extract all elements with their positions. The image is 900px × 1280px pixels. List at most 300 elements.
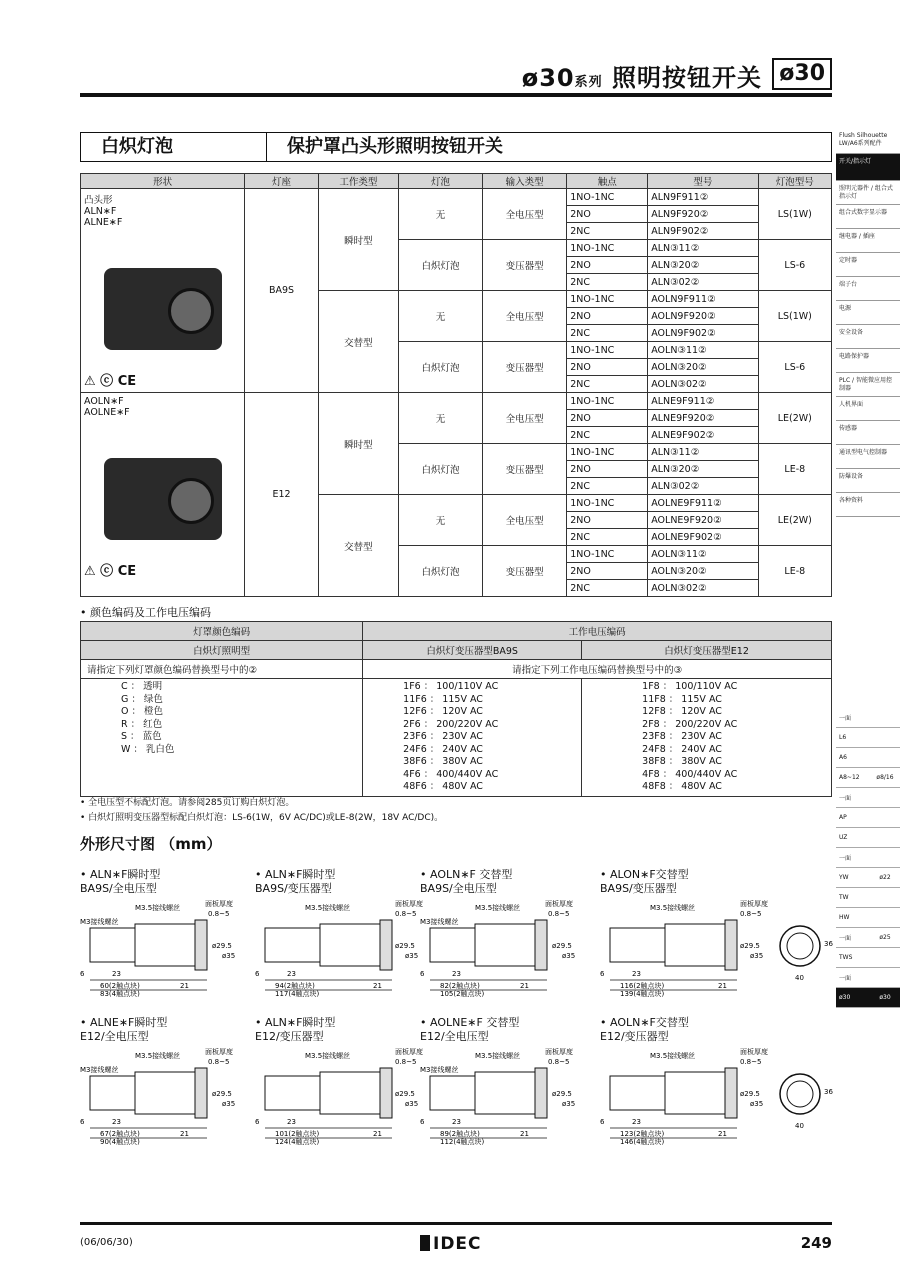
housing <box>475 924 535 966</box>
series-nav-item[interactable] <box>836 908 900 928</box>
subheader-color: 白炽灯照明型 <box>81 641 363 660</box>
nav-item[interactable]: PLC / 智能微应用控制器 <box>836 373 900 397</box>
nav-item[interactable]: 人机界面 <box>836 397 900 421</box>
dim-label: 面板厚度 <box>740 900 768 908</box>
contact-block <box>90 1076 135 1110</box>
dim-label: 21 <box>520 982 529 990</box>
dim-label: 0.8~5 <box>208 910 230 918</box>
series-nav-size: ø25 <box>879 934 891 941</box>
series-nav-item[interactable] <box>836 708 900 728</box>
bulb-type: 无 <box>398 189 482 240</box>
dimension-svg <box>420 896 595 996</box>
dimension-drawing <box>420 868 600 998</box>
code-item: 24F6 ： 240V AC <box>403 743 483 755</box>
bezel <box>195 920 207 970</box>
model-number: ALNE9F902② <box>648 427 758 444</box>
housing <box>320 924 380 966</box>
dim-label: 面板厚度 <box>545 1048 573 1056</box>
series-nav-label: 一面 <box>839 975 852 982</box>
drawing-subtitle: E12/变压器型 <box>255 1030 324 1043</box>
drawing-title: • ALON∗F交替型 <box>600 868 689 881</box>
nav-item[interactable]: 组合式数字显示器 <box>836 205 900 229</box>
lamp-model: LS-6 <box>758 342 831 393</box>
series-nav-item[interactable] <box>836 808 900 828</box>
dim-label: ø35 <box>562 1100 576 1108</box>
column-header: 触点 <box>567 174 648 189</box>
dim-label: 139(4触点块) <box>620 990 665 998</box>
code-item: 11F8 ： 115V AC <box>642 693 722 705</box>
table-row <box>81 393 832 410</box>
lamp-model: LE(2W) <box>758 495 831 546</box>
series-nav-label: HW <box>839 914 850 921</box>
shape-cell <box>81 189 245 393</box>
dim-label: ø29.5 <box>740 1090 760 1098</box>
nav-item[interactable]: 电路保护器 <box>836 349 900 373</box>
nav-item[interactable]: 电源 <box>836 301 900 325</box>
code-item: 2F8 ： 200/220V AC <box>642 718 738 730</box>
bezel <box>380 920 392 970</box>
dim-label: ø35 <box>562 952 576 960</box>
header-voltage-code: 工作电压编码 <box>363 622 832 641</box>
dimension-svg <box>600 896 832 996</box>
column-header: 形状 <box>81 174 245 189</box>
front-view <box>780 926 820 966</box>
series-nav-label: AP <box>839 814 847 821</box>
dim-label: ø29.5 <box>395 1090 415 1098</box>
input-type: 变压器型 <box>483 240 567 291</box>
column-header: 灯座 <box>245 174 319 189</box>
dim-label: ø35 <box>222 1100 236 1108</box>
contact-block <box>265 1076 320 1110</box>
column-header: 型号 <box>648 174 758 189</box>
nav-item[interactable]: Flush Silhouette LW/A6系列配件 <box>836 128 900 154</box>
bulb-type: 无 <box>398 495 482 546</box>
code-item: 23F8 ： 230V AC <box>642 731 722 742</box>
dim-label: M3.5接线螺丝 <box>475 1052 521 1060</box>
contact-block <box>610 1076 665 1110</box>
model-number: AOLN9F920② <box>648 308 758 325</box>
input-type: 变压器型 <box>483 342 567 393</box>
dim-label: 21 <box>373 982 382 990</box>
code-item: 1F8 ： 100/110V AC <box>642 681 738 692</box>
dim-label: ø29.5 <box>552 942 572 950</box>
operation-type: 瞬时型 <box>318 189 398 291</box>
dimension-svg <box>80 1044 255 1144</box>
contact-block <box>265 928 320 962</box>
category-nav <box>836 128 900 517</box>
dim-label: 面板厚度 <box>205 900 233 908</box>
contact-cell: 2NC <box>567 427 648 444</box>
dim-label: 67(2触点块) <box>100 1130 140 1138</box>
series-nav-item[interactable] <box>836 868 900 888</box>
coding-title: • 颜色编码及工作电压编码 <box>80 606 211 619</box>
model-number: ALN③02② <box>648 478 758 495</box>
dimension-drawing <box>80 1016 260 1146</box>
drawing-subtitle: BA9S/变压器型 <box>600 882 677 895</box>
dim-label: M3接线螺丝 <box>80 918 119 926</box>
series-nav-item[interactable] <box>836 968 900 988</box>
contact-cell: 2NO <box>567 206 648 223</box>
contact-cell: 2NC <box>567 223 648 240</box>
contact-cell: 1NO-1NC <box>567 189 648 206</box>
dim-label: 面板厚度 <box>395 900 423 908</box>
operation-type: 交替型 <box>318 291 398 393</box>
notes <box>80 796 443 826</box>
code-item: 38F6 ： 380V AC <box>403 756 483 767</box>
housing <box>475 1072 535 1114</box>
dim-label: 0.8~5 <box>548 910 570 918</box>
lamp-model: LE-8 <box>758 546 831 597</box>
model-number: ALN9F911② <box>648 189 758 206</box>
dim-label: 117(4触点块) <box>275 990 320 998</box>
dim-label: 6 <box>255 1118 260 1126</box>
contact-cell: 1NO-1NC <box>567 495 648 512</box>
input-type: 全电压型 <box>483 189 567 240</box>
contact-cell: 2NC <box>567 274 648 291</box>
dimension-drawing <box>80 868 260 998</box>
drawing-subtitle: BA9S/全电压型 <box>80 882 157 895</box>
code-item: 23F6 ： 230V AC <box>403 731 483 742</box>
bezel <box>195 1068 207 1118</box>
dim-label: 90(4触点块) <box>100 1138 140 1146</box>
bezel <box>725 1068 737 1118</box>
dim-label: 23 <box>452 970 461 978</box>
series-nav-item[interactable] <box>836 828 900 848</box>
dim-label: 124(4触点块) <box>275 1138 320 1146</box>
contact-cell: 2NC <box>567 580 648 597</box>
series-nav-item[interactable] <box>836 728 900 748</box>
series-nav-label: A6 <box>839 754 847 761</box>
model-number: AOLNE9F902② <box>648 529 758 546</box>
nav-item[interactable]: 防爆设备 <box>836 469 900 493</box>
dim-label: ø35 <box>405 1100 419 1108</box>
operation-type: 交替型 <box>318 495 398 597</box>
code-item: 48F6 ： 480V AC <box>403 781 483 792</box>
series-nav-item[interactable] <box>836 888 900 908</box>
model-number: AOLN③02② <box>648 376 758 393</box>
dim-label: 23 <box>112 970 121 978</box>
input-type: 全电压型 <box>483 291 567 342</box>
table-row <box>81 189 832 206</box>
dim-label: 116(2触点块) <box>620 982 665 990</box>
lamp-model: LE-8 <box>758 444 831 495</box>
brand-logo: IDEC <box>420 1234 482 1254</box>
series-nav-label: 一面 <box>839 715 852 722</box>
housing <box>665 924 725 966</box>
model-number: AOLN③11② <box>648 546 758 563</box>
code-item: 4F8 ： 400/440V AC <box>642 768 738 780</box>
contact-cell: 1NO-1NC <box>567 342 648 359</box>
nav-item[interactable]: 安全设备 <box>836 325 900 349</box>
dim-label: 105(2触点块) <box>440 990 485 998</box>
certification-marks: ⚠ ⓒ CE <box>84 374 137 389</box>
column-header: 灯泡 <box>398 174 482 189</box>
dimension-svg <box>600 1044 832 1144</box>
bulb-type: 白炽灯泡 <box>398 342 482 393</box>
series-nav-label: A8~12 <box>839 774 860 781</box>
housing <box>135 924 195 966</box>
drawing-title: • AOLN∗F交替型 <box>600 1016 689 1029</box>
nav-item[interactable]: 开关/指示灯 <box>836 154 900 181</box>
input-type: 变压器型 <box>483 444 567 495</box>
certification-marks: ⚠ ⓒ CE <box>84 564 137 579</box>
dim-label: 40 <box>795 974 804 982</box>
nav-item[interactable]: 端子台 <box>836 277 900 301</box>
dim-label: ø29.5 <box>740 942 760 950</box>
dim-label: 40 <box>795 1122 804 1130</box>
contact-cell: 2NO <box>567 410 648 427</box>
contact-block <box>90 928 135 962</box>
dim-label: ø35 <box>405 952 419 960</box>
shape-cell <box>81 393 245 597</box>
column-header: 灯泡型号 <box>758 174 831 189</box>
dim-label: 6 <box>255 970 260 978</box>
bezel <box>535 1068 547 1118</box>
front-view-inner <box>787 1081 813 1107</box>
dim-label: 36 <box>824 1088 833 1096</box>
bezel <box>725 920 737 970</box>
series-nav-label: TWS <box>839 954 853 961</box>
dim-label: 面板厚度 <box>740 1048 768 1056</box>
contact-cell: 1NO-1NC <box>567 546 648 563</box>
series-nav-label: 一面 <box>839 855 852 862</box>
dim-label: 112(4触点块) <box>440 1138 485 1146</box>
series-nav-label: L6 <box>839 734 847 741</box>
subheader-ba9s: 白炽灯变压器型BA9S <box>363 641 582 660</box>
model-number: AOLNE9F911② <box>648 495 758 512</box>
nav-item[interactable]: 定时器 <box>836 253 900 277</box>
dimension-drawing <box>255 1016 435 1146</box>
dim-label: 0.8~5 <box>740 910 762 918</box>
series-nav-item[interactable] <box>836 928 900 948</box>
dimension-svg <box>80 896 255 996</box>
dim-label: 146(4触点块) <box>620 1138 665 1146</box>
contact-cell: 2NO <box>567 512 648 529</box>
product-photo <box>104 268 222 350</box>
nav-item[interactable]: 通讯型电气控制器 <box>836 445 900 469</box>
dim-label: ø35 <box>222 952 236 960</box>
page-title: ø30系列 照明按钮开关 <box>521 64 762 92</box>
model-number: ALN9F902② <box>648 223 758 240</box>
code-item: 1F6 ： 100/110V AC <box>403 681 499 692</box>
nav-item[interactable]: 各种资料 <box>836 493 900 517</box>
dimension-drawing <box>420 1016 600 1146</box>
dim-label: ø29.5 <box>212 942 232 950</box>
contact-cell: 2NC <box>567 376 648 393</box>
column-header: 输入类型 <box>483 174 567 189</box>
drawing-title: • AOLN∗F 交替型 <box>420 868 513 881</box>
dim-label: M3.5接线螺丝 <box>135 1052 181 1060</box>
model-number: AOLN③02② <box>648 580 758 597</box>
dimension-svg <box>420 1044 595 1144</box>
contact-cell: 2NC <box>567 529 648 546</box>
dim-label: M3接线螺丝 <box>420 1066 459 1074</box>
series-nav-size: ø8/16 <box>876 774 894 781</box>
lamp-model: LE(2W) <box>758 393 831 444</box>
dim-label: ø29.5 <box>552 1090 572 1098</box>
lamp-model: LS(1W) <box>758 291 831 342</box>
logo-mark <box>420 1235 430 1251</box>
dim-label: 21 <box>180 982 189 990</box>
series-nav-item[interactable] <box>836 988 900 1008</box>
series-nav-item[interactable] <box>836 748 900 768</box>
page-number: 249 <box>800 1234 832 1252</box>
dim-label: 21 <box>718 982 727 990</box>
dim-label: ø35 <box>750 1100 764 1108</box>
code-item: C ： 透明 <box>121 681 163 692</box>
housing <box>665 1072 725 1114</box>
drawing-subtitle: BA9S/变压器型 <box>255 882 332 895</box>
model-number: ALN③11② <box>648 444 758 461</box>
dim-label: 21 <box>180 1130 189 1138</box>
model-number: ALN③20② <box>648 257 758 274</box>
dimension-svg <box>255 896 430 996</box>
code-item: 38F8 ： 380V AC <box>642 756 722 767</box>
dim-label: 89(2触点块) <box>440 1130 480 1138</box>
dim-label: 6 <box>420 970 425 978</box>
bulb-type: 白炽灯泡 <box>398 546 482 597</box>
dim-label: M3.5接线螺丝 <box>305 1052 351 1060</box>
dim-label: 101(2触点块) <box>275 1130 320 1138</box>
column-header: 工作类型 <box>318 174 398 189</box>
dim-label: 面板厚度 <box>395 1048 423 1056</box>
footer-rule <box>80 1222 832 1225</box>
bulb-type: 白炽灯泡 <box>398 444 482 495</box>
series-nav-label: UZ <box>839 834 848 841</box>
contact-cell: 2NO <box>567 563 648 580</box>
model-number: AOLN9F902② <box>648 325 758 342</box>
series-nav-item[interactable] <box>836 948 900 968</box>
contact-cell: 1NO-1NC <box>567 291 648 308</box>
dim-label: 23 <box>632 970 641 978</box>
drawing-subtitle: E12/全电压型 <box>420 1030 489 1043</box>
series-nav-size: ø22 <box>879 874 891 881</box>
dim-label: 0.8~5 <box>395 1058 417 1066</box>
nav-item[interactable]: 继电器 / 插座 <box>836 229 900 253</box>
dimensions-title: 外形尺寸图 （mm） <box>80 835 222 853</box>
dim-label: 23 <box>452 1118 461 1126</box>
e12-voltage-list <box>582 679 832 797</box>
series-nav-item[interactable] <box>836 768 900 788</box>
model-number: ALNE9F920② <box>648 410 758 427</box>
dim-label: 6 <box>420 1118 425 1126</box>
dim-label: 6 <box>80 970 85 978</box>
model-number: AOLN③20② <box>648 359 758 376</box>
dim-label: M3接线螺丝 <box>420 918 459 926</box>
dim-label: 21 <box>718 1130 727 1138</box>
dim-label: M3接线螺丝 <box>80 1066 119 1074</box>
spec-table <box>80 173 832 597</box>
shape-model: ALN∗F <box>84 206 117 217</box>
code-item: G ： 绿色 <box>121 693 163 705</box>
dim-label: 23 <box>632 1118 641 1126</box>
series-nav-label: YW <box>839 874 849 881</box>
contact-cell: 2NO <box>567 461 648 478</box>
dim-label: 0.8~5 <box>740 1058 762 1066</box>
lamp-model: LS(1W) <box>758 189 831 240</box>
contact-block <box>430 1076 475 1110</box>
series-nav-size: ø30 <box>879 994 891 1001</box>
dim-label: 23 <box>287 1118 296 1126</box>
dimension-drawing <box>255 868 435 998</box>
contact-cell: 2NO <box>567 308 648 325</box>
model-number: AOLN9F911② <box>648 291 758 308</box>
series-nav-label: TW <box>839 894 849 901</box>
contact-cell: 2NC <box>567 478 648 495</box>
nav-item[interactable]: 照明元器件 / 组合式指示灯 <box>836 181 900 205</box>
dim-label: 123(2触点块) <box>620 1130 665 1138</box>
housing <box>320 1072 380 1114</box>
dim-label: 0.8~5 <box>395 910 417 918</box>
series-nav <box>836 708 900 1008</box>
input-type: 全电压型 <box>483 495 567 546</box>
series-nav-label: 一面 <box>839 935 852 942</box>
code-item: 24F8 ： 240V AC <box>642 743 722 755</box>
product-photo <box>104 458 222 540</box>
drawing-title: • ALN∗F瞬时型 <box>80 868 161 881</box>
dim-label: 94(2触点块) <box>275 982 315 990</box>
shape-model: AOLN∗F <box>84 396 124 407</box>
header-rule <box>80 93 832 97</box>
nav-item[interactable]: 传感器 <box>836 421 900 445</box>
base-cell: BA9S <box>245 189 319 393</box>
dim-label: 21 <box>373 1130 382 1138</box>
model-number: AOLNE9F920② <box>648 512 758 529</box>
color-list <box>81 679 363 797</box>
dim-label: 60(2触点块) <box>100 982 140 990</box>
drawing-title: • ALN∗F瞬时型 <box>255 1016 336 1029</box>
bezel <box>535 920 547 970</box>
series-nav-label: ø30 <box>839 994 851 1001</box>
drawing-title: • ALN∗F瞬时型 <box>255 868 336 881</box>
subheader-e12: 白炽灯变压器型E12 <box>582 641 832 660</box>
dimension-svg <box>255 1044 430 1144</box>
contact-cell: 1NO-1NC <box>567 393 648 410</box>
dim-label: 23 <box>287 970 296 978</box>
dim-label: M3.5接线螺丝 <box>475 904 521 912</box>
series-badge: ø30 <box>772 58 832 90</box>
footer-date: (06/06/30) <box>80 1237 133 1248</box>
series-nav-item[interactable] <box>836 848 900 868</box>
contact-block <box>430 928 475 962</box>
model-number: ALN③02② <box>648 274 758 291</box>
lamp-model: LS-6 <box>758 240 831 291</box>
model-number: ALN③11② <box>648 240 758 257</box>
drawing-subtitle: BA9S/全电压型 <box>420 882 497 895</box>
model-number: ALN9F920② <box>648 206 758 223</box>
dim-label: 0.8~5 <box>548 1058 570 1066</box>
dim-label: 83(4触点块) <box>100 990 140 998</box>
housing <box>135 1072 195 1114</box>
drawing-subtitle: E12/变压器型 <box>600 1030 669 1043</box>
bulb-type: 白炽灯泡 <box>398 240 482 291</box>
series-nav-item[interactable] <box>836 788 900 808</box>
contact-cell: 2NO <box>567 257 648 274</box>
coding-table <box>80 621 832 797</box>
model-number: ALNE9F911② <box>648 393 758 410</box>
model-number: AOLN③20② <box>648 563 758 580</box>
code-item: S ： 蓝色 <box>121 731 162 742</box>
bezel <box>380 1068 392 1118</box>
code-item: 48F8 ： 480V AC <box>642 781 722 792</box>
dim-label: 6 <box>600 1118 605 1126</box>
operation-type: 瞬时型 <box>318 393 398 495</box>
product-title: 保护罩凸头形照明按钮开关 <box>287 136 503 157</box>
dim-label: ø29.5 <box>395 942 415 950</box>
ba9s-voltage-list <box>363 679 582 797</box>
dimension-drawing <box>600 1016 833 1146</box>
dim-label: M3.5接线螺丝 <box>135 904 181 912</box>
